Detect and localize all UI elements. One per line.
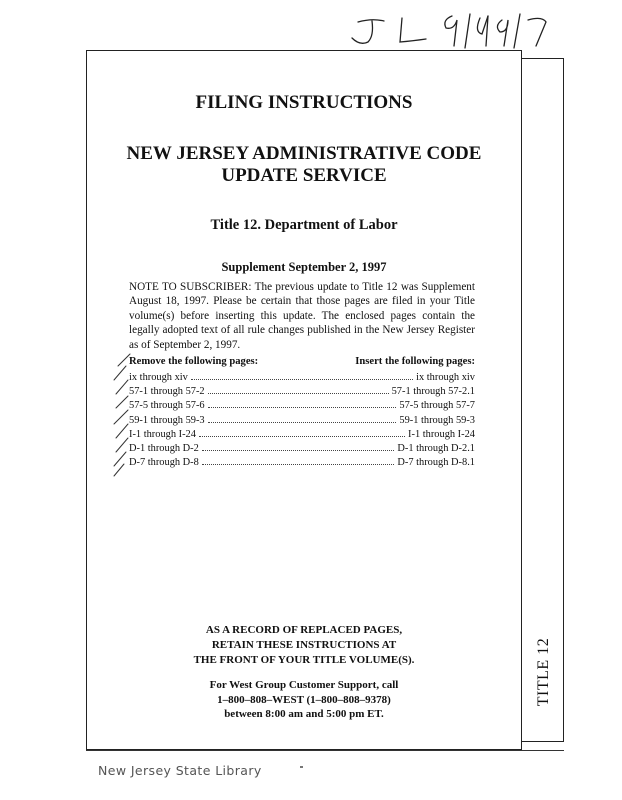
remove-header: Remove the following pages:: [129, 356, 259, 367]
dot-leader: [191, 370, 413, 380]
table-row: [129, 441, 475, 455]
code-title-heading: NEW JERSEY ADMINISTRATIVE CODE: [126, 143, 482, 164]
dot-leader: [208, 398, 397, 408]
remove-pages: 59-1 through 59-3: [129, 414, 205, 426]
record-notice-line: THE FRONT OF YOUR TITLE VOLUME(S).: [193, 654, 415, 666]
table-row: [129, 370, 475, 384]
pages-table-header: [129, 356, 475, 370]
dot-leader: [202, 455, 395, 465]
title-tab-label: TITLE 12: [535, 637, 553, 707]
dot-leader: [208, 384, 389, 394]
insert-pages: 57-5 through 57-7: [399, 400, 475, 412]
supplement-date: Supplement September 2, 1997: [221, 260, 387, 274]
remove-pages: ix through xiv: [129, 372, 188, 383]
insert-pages: I-1 through I-24: [408, 428, 475, 440]
note-to-subscriber: NOTE TO SUBSCRIBER: The previous update to Title 12 was Supplement August 18, 1997. Please be certain that those pages are filed in your Title volume(s) before inserting this update. The enclosed pages contain the legally adopted text of all rule changes published in the New Jersey Register as of September 2, 1997.: [129, 281, 475, 351]
customer-support-notice: [86, 678, 522, 722]
dot-leader: [202, 441, 395, 451]
pages-table: [129, 356, 475, 469]
title-department-line: Title 12. Department of Labor: [210, 217, 398, 233]
support-line: For West Group Customer Support, call: [209, 679, 399, 691]
dot-leader: [199, 427, 405, 437]
remove-pages: I-1 through I-24: [129, 428, 196, 440]
insert-pages: D-7 through D-8.1: [397, 457, 475, 469]
table-row: [129, 413, 475, 427]
title-tab: [527, 630, 561, 714]
scan-speck: [300, 766, 303, 768]
table-row: [129, 455, 475, 469]
handwritten-initials-date: [332, 6, 562, 54]
support-hours: between 8:00 am and 5:00 pm ET.: [224, 708, 384, 720]
remove-pages: D-1 through D-2: [129, 442, 199, 454]
filing-instructions-heading: FILING INSTRUCTIONS: [195, 92, 413, 113]
dot-leader: [208, 413, 397, 423]
bottom-rule: [86, 750, 564, 751]
insert-pages: 57-1 through 57-2.1: [391, 386, 475, 398]
update-service-heading: UPDATE SERVICE: [221, 165, 387, 186]
table-row: [129, 427, 475, 441]
support-phone: 1–800–808–WEST (1–800–808–9378): [217, 693, 391, 706]
remove-pages: 57-5 through 57-6: [129, 400, 205, 412]
library-stamp: New Jersey State Library: [98, 763, 262, 778]
table-row: [129, 384, 475, 398]
remove-pages: D-7 through D-8: [129, 457, 199, 469]
table-row: [129, 398, 475, 412]
insert-pages: D-1 through D-2.1: [397, 442, 475, 454]
record-notice-line: AS A RECORD OF REPLACED PAGES,: [205, 624, 403, 636]
insert-pages: 59-1 through 59-3: [399, 414, 475, 426]
remove-pages: 57-1 through 57-2: [129, 386, 205, 398]
record-notice: [86, 623, 522, 668]
insert-pages: ix through xiv: [416, 372, 475, 383]
insert-header: Insert the following pages:: [355, 356, 475, 367]
record-notice-line: RETAIN THESE INSTRUCTIONS AT: [211, 639, 397, 651]
